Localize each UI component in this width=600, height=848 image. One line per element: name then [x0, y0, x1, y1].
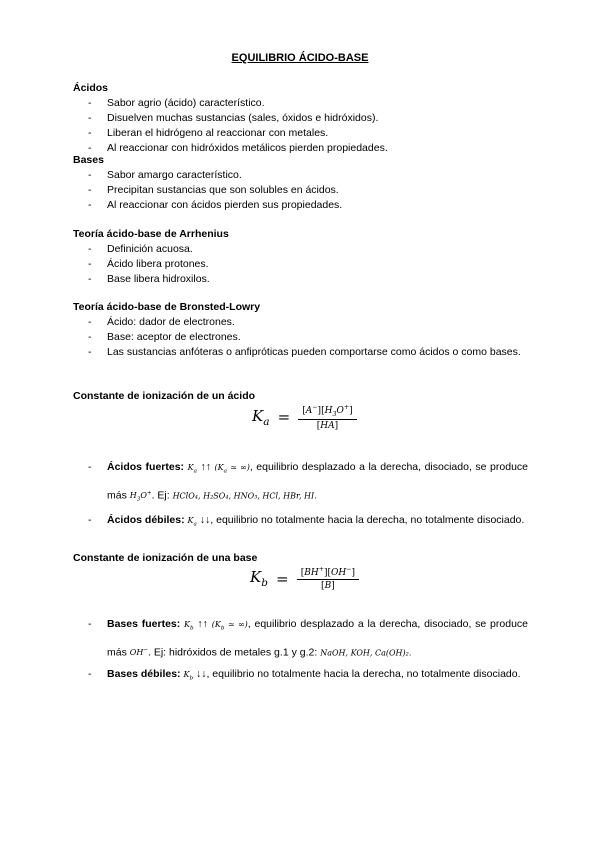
list-item: - Definición acuosa.	[88, 242, 528, 257]
list-item: - Ácido libera protones.	[88, 257, 528, 272]
list-item: - Base libera hidroxilos.	[88, 272, 528, 287]
list-item: - Ácido: dador de electrones.	[88, 315, 528, 330]
ka-num-b: H	[324, 406, 333, 416]
kb-num-a: BH	[304, 568, 319, 578]
list-kb	[88, 613, 528, 689]
ka-den: HA	[320, 420, 335, 431]
ka-inline: K	[187, 463, 194, 472]
ka-num-a: A	[305, 406, 313, 416]
list-item: - Las sustancias anfóteras o anfipróticas pueden comportarse como ácidos o como bases.	[88, 345, 528, 360]
kb-paren-sub: b	[220, 625, 225, 632]
bases-fuertes-text: , equilibrio desplazado a la derecha, disociado, se produce más	[107, 618, 528, 659]
h3o-o: O	[140, 491, 147, 501]
ka-paren-rest: ≃ ∞)	[230, 463, 250, 472]
kb-num-b: OH	[331, 568, 347, 578]
list-item: - Al reaccionar con hidróxidos metálicos pierden propiedades.	[88, 141, 528, 156]
bases-debiles-label: Bases débiles:	[107, 668, 181, 681]
list-item-bases-debiles	[88, 664, 528, 689]
arrows-down-icon: ↓↓	[195, 668, 207, 681]
list-bases	[88, 168, 528, 213]
ka-symbol: K	[252, 406, 264, 425]
arrows-down-icon: ↓↓	[199, 513, 211, 526]
kb-debil: K	[183, 670, 190, 680]
list-item-acidos-fuertes	[88, 456, 528, 511]
list-item: - Sabor agrio (ácido) característico.	[88, 96, 528, 111]
heading-ka: Constante de ionización de un ácido	[73, 390, 256, 402]
ka-fraction: $\frac{[A^-][H_3O^+]}{[HA]}$	[298, 404, 356, 431]
ka-paren-sub: a	[223, 468, 227, 475]
arrows-up-icon: ↑↑	[200, 461, 211, 473]
kb-fraction: $\frac{[BH^+][OH^-]}{[B]}$	[297, 566, 359, 591]
kb-debil-sub: b	[189, 675, 194, 682]
bases-debiles-text: , equilibrio no totalmente hacia la derecha, no totalmente disociado.	[206, 668, 521, 681]
list-item-bases-fuertes: - Bases fuertes: $K_b$ ↑↑ ($K_b$ ≃ ∞), equilibrio desplazado a la derecha, disociado, se produce más OH−. Ej: hidróxidos de metales g.1 y g.2: NaOH, KOH, Ca(OH)₂.	[88, 613, 528, 664]
list-item: - Disuelven muchas sustancias (sales, óxidos e hidróxidos).	[88, 111, 528, 126]
list-item: - Sabor amargo característico.	[88, 168, 528, 183]
kb-inline-sub: b	[190, 625, 194, 632]
arrows-up-icon: ↑↑	[197, 618, 208, 630]
kb-symbol: K	[250, 568, 262, 586]
kb-paren: (K	[211, 620, 221, 629]
bases-fuertes-label: Bases fuertes:	[107, 618, 181, 630]
heading-bases: Bases	[73, 154, 104, 166]
acidos-debiles-text: , equilibrio no totalmente hacia la derecha, no totalmente disociado.	[210, 513, 525, 526]
acidos-debiles-label: Ácidos débiles:	[107, 513, 185, 526]
ka-num-b-sub: 3	[332, 410, 337, 418]
kb-den: B	[324, 581, 332, 591]
ej-label: . Ej:	[151, 489, 170, 502]
list-item: - Al reaccionar con ácidos pierden sus propiedades.	[88, 198, 528, 213]
list-acidos	[88, 96, 528, 156]
ka-num-b-rest: O	[336, 406, 344, 416]
list-arrhenius	[88, 242, 528, 287]
acidos-fuertes-label: Ácidos fuertes:	[107, 461, 185, 473]
bases-fuertes-examples: NaOH, KOH, Ca(OH)₂.	[320, 648, 412, 658]
ka-debil-sub: a	[193, 521, 197, 528]
list-item: - Precipitan sustancias que son solubles en ácidos.	[88, 183, 528, 198]
list-bronsted	[88, 315, 528, 360]
h3o-h: H	[129, 491, 137, 501]
h3o-sub: 3	[136, 496, 141, 503]
list-item-acidos-debiles	[88, 511, 528, 534]
list-ka	[88, 456, 528, 533]
acidos-fuertes-text: , equilibrio desplazado a la derecha, disociado, se produce más	[107, 461, 528, 502]
kb-sub: b	[261, 577, 268, 589]
bases-fuertes-text2: . Ej: hidróxidos de metales g.1 y g.2:	[148, 646, 318, 659]
acidos-fuertes-examples: HClO₄, H₂SO₄, HNO₃, HCl, HBr, HI.	[172, 491, 317, 501]
kb-formula: $K_b$ = $\frac{[BH^+][OH^-]}{[B]}$	[250, 566, 359, 591]
heading-acidos: Ácidos	[73, 82, 109, 94]
oh-inline: OH	[129, 648, 144, 658]
heading-bronsted: Teoría ácido-base de Bronsted-Lowry	[73, 301, 261, 313]
heading-kb: Constante de ionización de una base	[73, 552, 258, 564]
kb-paren-rest: ≃ ∞)	[227, 620, 248, 629]
list-item: - Liberan el hidrógeno al reaccionar con metales.	[88, 126, 528, 141]
ka-debil: K	[187, 515, 194, 525]
list-item: - Base: aceptor de electrones.	[88, 330, 528, 345]
page-title: EQUILIBRIO ÁCIDO-BASE	[231, 52, 369, 64]
heading-arrhenius: Teoría ácido-base de Arrhenius	[73, 228, 229, 240]
ka-sub: a	[263, 415, 270, 428]
ka-formula: $K_a$ = $\frac{[A^-][H_3O^+]}{[HA]}$	[252, 404, 357, 431]
kb-inline: K	[184, 620, 191, 629]
ka-paren: (K	[214, 463, 224, 472]
h3o-sup: +	[146, 490, 152, 497]
ka-inline-sub: a	[193, 468, 197, 475]
